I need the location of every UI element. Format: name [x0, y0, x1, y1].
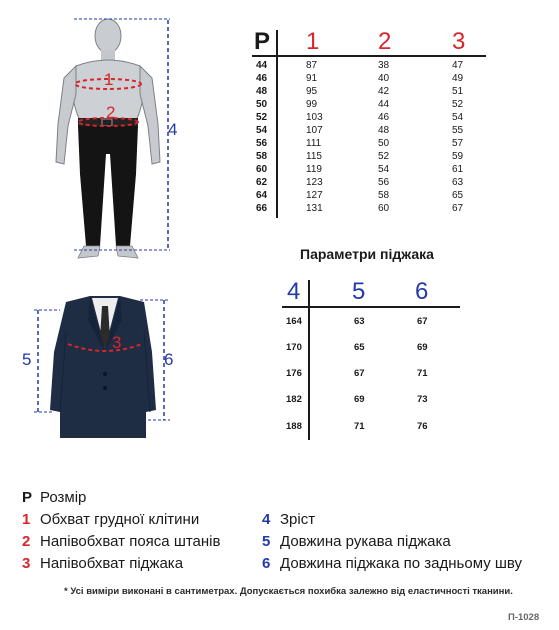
- label-height-4: 4: [168, 120, 178, 139]
- size-header-1: 1: [306, 28, 320, 55]
- table-row: 164 63 67: [286, 316, 428, 327]
- table-row: 46 91 40 49: [256, 73, 464, 84]
- product-code: П-1028: [508, 612, 540, 623]
- label-jacket-chest-3: 3: [112, 333, 122, 352]
- table-row: 56 111 50 57: [256, 138, 464, 149]
- table-row: 66 131 60 67: [256, 203, 464, 214]
- jacket-header-4: 4: [287, 278, 301, 305]
- table-row: 50 99 44 52: [256, 99, 464, 110]
- legend-item-5: 5 Довжина рукава піджака: [262, 533, 451, 550]
- size-table-header: [252, 28, 484, 58]
- table-row: 58 115 52 59: [256, 151, 464, 162]
- table-row: 170 65 69: [286, 342, 428, 353]
- legend-item-1: 1 Обхват грудної клітини: [22, 511, 200, 528]
- legend-item-6: 6 Довжина піджака по задньому шву: [262, 555, 523, 572]
- table-row: 60 119 54 61: [256, 164, 464, 175]
- table-row: 54 107 48 55: [256, 125, 464, 136]
- size-header-3: 3: [452, 28, 466, 55]
- jacket-table-header: [280, 278, 460, 306]
- table-row: 52 103 46 54: [256, 112, 464, 123]
- legend-item-size: Р Розмір: [22, 489, 87, 506]
- label-sleeve-5: 5: [22, 350, 32, 369]
- jacket-table-title: Параметри піджака: [300, 246, 434, 262]
- size-table-divider: [252, 55, 486, 57]
- table-row: 176 67 71: [286, 368, 428, 379]
- table-row: 64 127 58 65: [256, 190, 464, 201]
- table-row: 62 123 56 63: [256, 177, 464, 188]
- man-figure-illustration: [40, 14, 200, 274]
- table-row: 44 87 38 47: [256, 60, 464, 71]
- label-jacket-length-6: 6: [164, 350, 174, 369]
- legend-item-2: 2 Напівобхват пояса штанів: [22, 533, 221, 550]
- jacket-header-5: 5: [352, 278, 366, 305]
- legend-item-3: 3 Напівобхват піджака: [22, 555, 184, 572]
- jacket-header-6: 6: [415, 278, 429, 305]
- jacket-illustration: [30, 292, 180, 444]
- footnote: * Усі виміри виконані в сантиметрах. Допускається похибка залежно від еластичності тканини.: [64, 586, 513, 597]
- label-waist-2: 2: [106, 103, 116, 122]
- legend-item-4: 4 Зріст: [262, 511, 316, 528]
- size-header-2: 2: [378, 28, 392, 55]
- label-chest-1: 1: [104, 70, 114, 89]
- table-row: 48 95 42 51: [256, 86, 464, 97]
- size-header-size: Р: [254, 28, 271, 55]
- table-row: 182 69 73: [286, 394, 428, 405]
- table-row: 188 71 76: [286, 421, 428, 432]
